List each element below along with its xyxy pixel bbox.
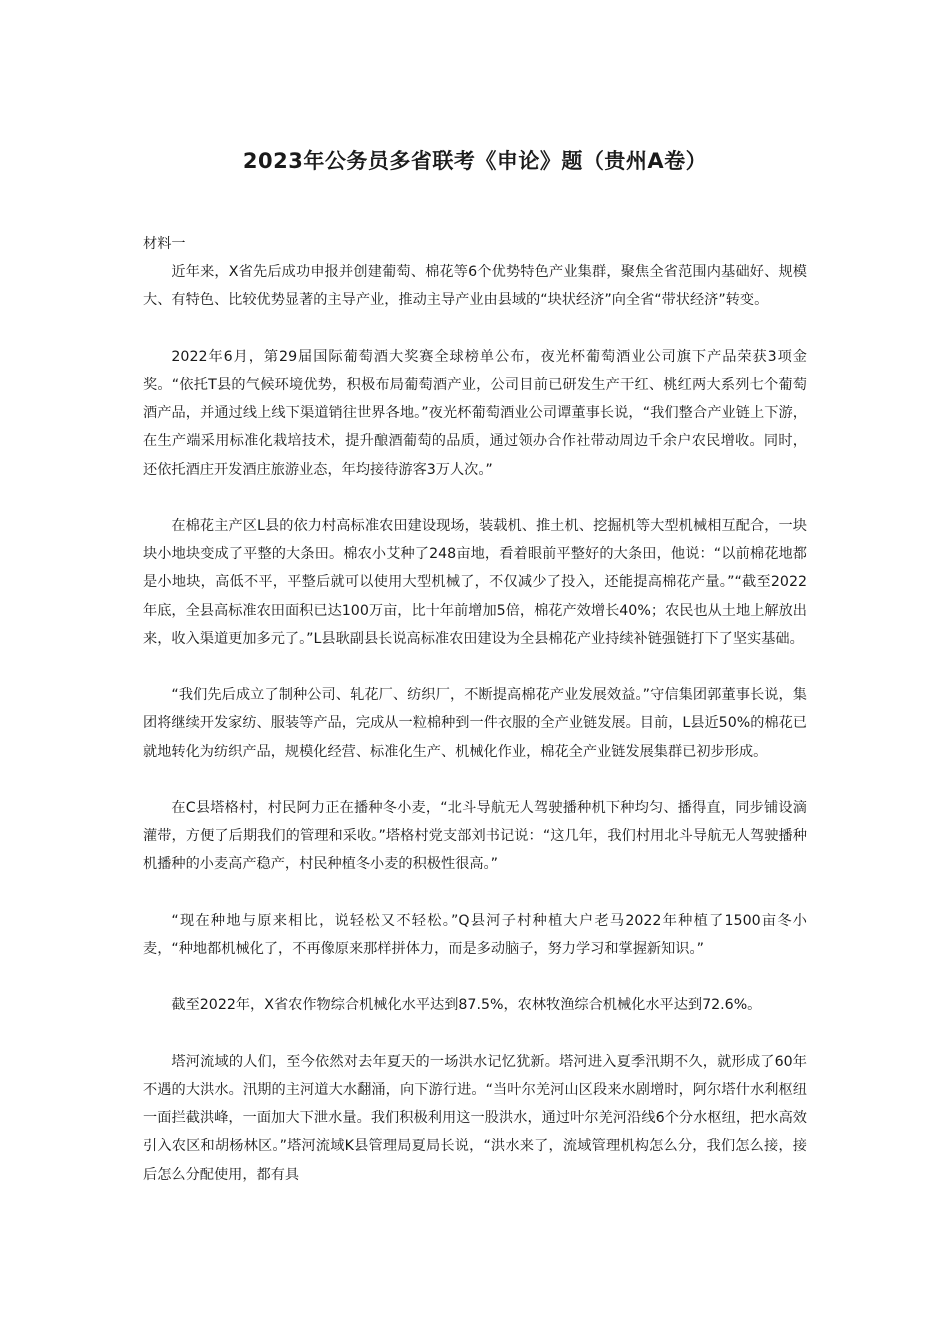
paragraph-beidou-sowing: 在C县塔格村，村民阿力正在播种冬小麦，“北斗导航无人驾驶播种机下种均匀、播得直，同步铺设滴灌带，方便了后期我们的管理和采收。”塔格村党支部刘书记说：“这几年，我们村用北斗导航无人驾驶播种机播种的小麦高产稳产，村民种植冬小麦的积极性很高。” (143, 800, 807, 873)
paragraph-cotton-farmland: 在棉花主产区L县的依力村高标准农田建设现场，装载机、推土机、挖掘机等大型机械相互配合，一块块小地块变成了平整的大条田。棉农小艾种了248亩地，看着眼前平整好的大条田，他说：“以前棉花地都是小地块，高低不平，平整后就可以使用大型机械了，不仅减少了投入，还能提高棉花产量。”“截至2022年底，全县高标准农田面积已达100万亩，比十年前增加5倍，棉花产效增长40%；农民也从土地上解放出来，收入渠道更加多元了。”L县耿副县长说高标准农田建设为全县棉花产业持续补链强链打下了坚实基础。 (143, 518, 807, 647)
paragraph-industry-clusters: 近年来，X省先后成功申报并创建葡萄、棉花等6个优势特色产业集群，聚焦全省范围内基础好、规模大、有特色、比较优势显著的主导产业，推动主导产业由县域的“块状经济”向全省“带状经济”转变。 (143, 264, 807, 309)
paragraph-wine-industry: 2022年6月，第29届国际葡萄酒大奖赛全球榜单公布，夜光杯葡萄酒业公司旗下产品荣获3项金奖。“依托T县的气候环境优势，积极布局葡萄酒产业，公司目前已研发生产干红、桃红两大系列七个葡萄酒产品，并通过线上线下渠道销往世界各地。”夜光杯葡萄酒业公司谭董事长说，“我们整合产业链上下游，在生产端采用标准化栽培技术，提升酿酒葡萄的品质，通过领办合作社带动周边千余户农民增收。同时，还依托酒庄开发酒庄旅游业态，年均接待游客3万人次。” (143, 348, 807, 478)
section-label: 材料一 (143, 236, 186, 252)
document-title: 2023年公务员多省联考《申论》题（贵州A卷） (242, 149, 708, 173)
paragraph-tarim-flood: 塔河流域的人们，至今依然对去年夏天的一场洪水记忆犹新。塔河进入夏季汛期不久，就形成了60年不遇的大洪水。汛期的主河道大水翻涌，向下游行进。“当叶尔羌河山区段来水剧增时，阿尔塔什水利枢纽一面拦截洪峰，一面加大下泄水量。我们积极利用这一股洪水，通过叶尔羌河沿线6个分水枢纽，把水高效引入农区和胡杨林区。”塔河流域K县管理局夏局长说，“洪水来了，流域管理机构怎么分，我们怎么接，接后怎么分配使用，都有具 (143, 1053, 807, 1183)
paragraph-mechanization-level: 截至2022年，X省农作物综合机械化水平达到87.5%，农林牧渔综合机械化水平达到72.6%。 (171, 997, 762, 1014)
paragraph-mechanized-farming: “现在种地与原来相比，说轻松又不轻松。”Q县河子村种植大户老马2022年种植了1500亩冬小麦，“种地都机械化了，不再像原来那样拼体力，而是多动脑子，努力学习和掌握新知识。” (143, 912, 807, 957)
paragraph-cotton-industry-chain: “我们先后成立了制种公司、轧花厂、纺织厂，不断提高棉花产业发展效益。”守信集团郭董事长说，集团将继续开发家纺、服装等产品，完成从一粒棉种到一件衣服的全产业链发展。目前，L县近50%的棉花已就地转化为纺织产品，规模化经营、标准化生产、机械化作业，棉花全产业链发展集群已初步形成。 (143, 687, 807, 760)
document-body (143, 230, 807, 1189)
